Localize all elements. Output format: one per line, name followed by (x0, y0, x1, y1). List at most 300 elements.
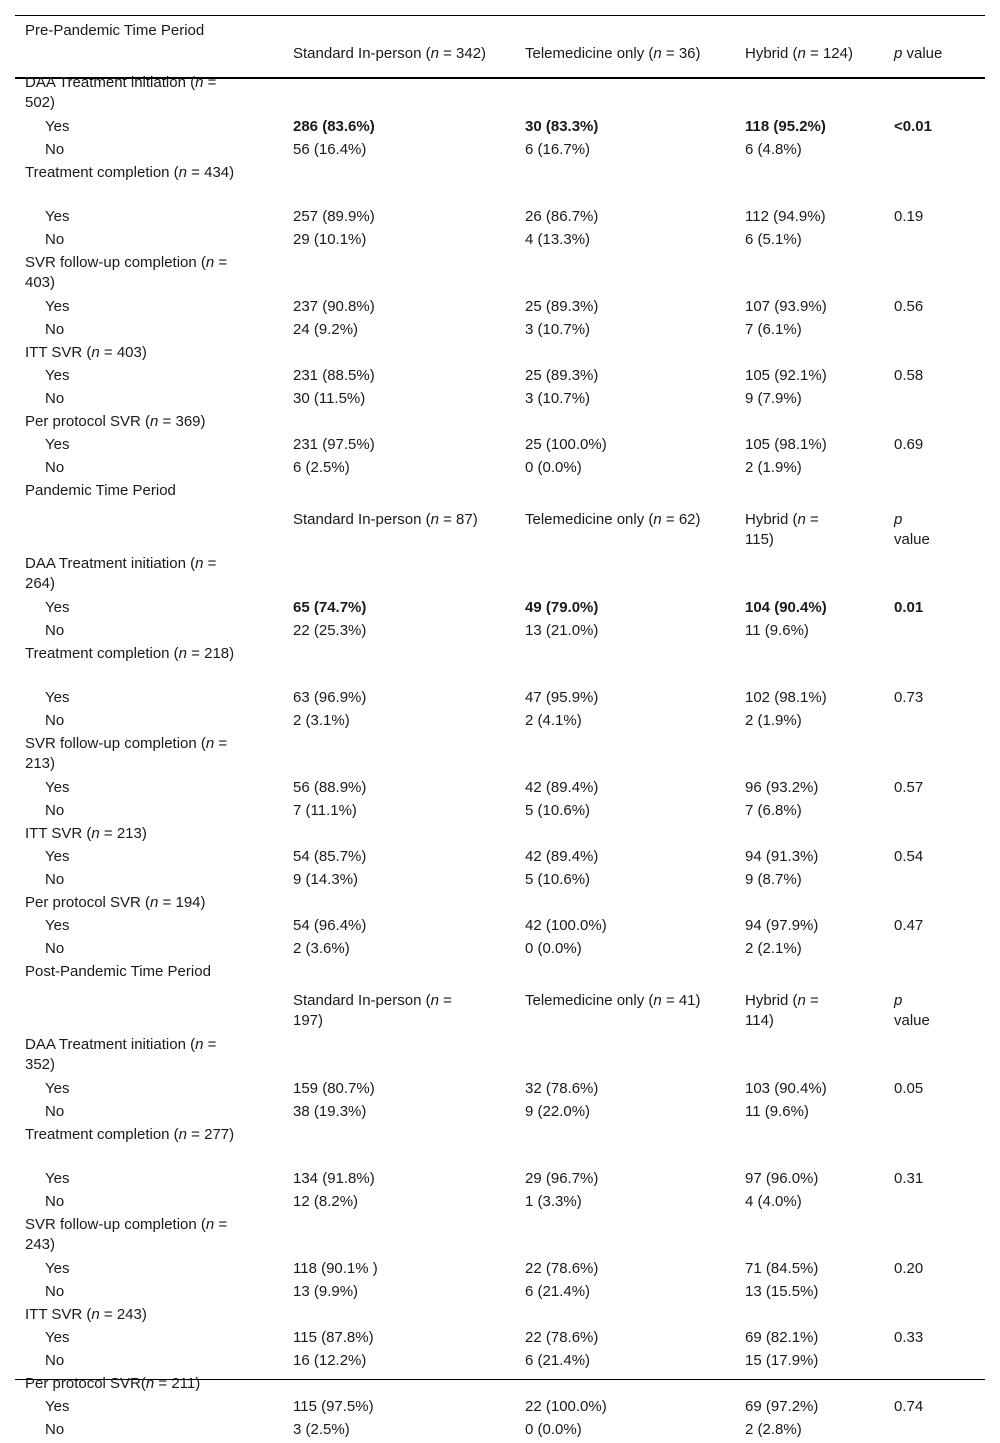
col-hybrid-n-value: = 114) (745, 992, 819, 1029)
cell-value: 56 (16.4%) (293, 141, 367, 158)
cell-standard (283, 389, 515, 412)
row-label-no-text: No (45, 802, 65, 819)
cell-hybrid (735, 1420, 884, 1443)
measure-row (15, 1125, 985, 1169)
cell-telemedicine (515, 117, 735, 140)
measure-n-symbol: n (91, 344, 100, 361)
cell-p-value (884, 711, 985, 734)
row-label-no (15, 711, 283, 734)
cell-value: 26 (86.7%) (525, 208, 599, 225)
table-row-yes (15, 598, 985, 621)
measure-n-symbol: n (178, 1126, 188, 1143)
cell-value: 56 (88.9%) (293, 779, 367, 796)
cell-value: 11 (9.6%) (745, 622, 809, 639)
cell-standard (283, 1351, 515, 1374)
measure-label (15, 644, 985, 688)
measure-label: SVR follow-up completion ( (25, 254, 206, 271)
cell-value: 30 (11.5%) (293, 390, 366, 407)
cell-value: 5 (10.6%) (525, 871, 591, 888)
measure-label: ITT SVR ( (25, 825, 92, 842)
cell-value: 9 (7.9%) (745, 390, 802, 407)
cell-p-value (884, 621, 985, 644)
cell-hybrid (735, 1102, 884, 1125)
row-label-no-text: No (45, 940, 65, 957)
table-row-yes (15, 916, 985, 939)
measure-label-text (25, 412, 247, 432)
cell-value: 6 (2.5%) (293, 459, 350, 476)
cell-value: 16 (12.2%) (293, 1352, 367, 1369)
cell-standard (283, 688, 515, 711)
cell-p-value (884, 1259, 985, 1282)
cell-p-value (884, 389, 985, 412)
measure-label-text (25, 734, 247, 774)
measure-n-symbol: n (195, 1036, 204, 1053)
measure-n-value: = 369) (158, 413, 206, 430)
measure-n-value: = 434) (187, 164, 235, 181)
column-header-row (15, 991, 985, 1035)
cell-p-value (884, 207, 985, 230)
col-standard-label: Standard In-person ( (293, 45, 431, 62)
cell-value: 2 (1.9%) (745, 712, 802, 729)
row-label-yes (15, 778, 283, 801)
column-header-row (15, 44, 985, 73)
cell-telemedicine (515, 1102, 735, 1125)
cell-value: 0.01 (894, 599, 924, 616)
cell-value: 6 (16.7%) (525, 141, 591, 158)
measure-n-value: = 211) (154, 1375, 201, 1392)
measure-label (15, 1374, 985, 1397)
cell-hybrid (735, 320, 884, 343)
cell-value: 69 (82.1%) (745, 1329, 819, 1346)
cell-standard (283, 1259, 515, 1282)
measure-label-text (25, 554, 247, 594)
table-row-yes (15, 435, 985, 458)
row-label-no (15, 1282, 283, 1305)
period-title-row (15, 481, 985, 510)
measure-label (15, 73, 985, 117)
cell-standard (283, 458, 515, 481)
cell-hybrid (735, 1169, 884, 1192)
cell-value: 237 (90.8%) (293, 298, 375, 315)
table-row-yes (15, 297, 985, 320)
measure-row (15, 1374, 985, 1397)
results-table (15, 15, 985, 1443)
cell-telemedicine (515, 621, 735, 644)
col-header-telemedicine (515, 991, 735, 1035)
measure-label-text (25, 73, 247, 113)
cell-value: 54 (85.7%) (293, 848, 367, 865)
period-title (15, 15, 985, 44)
cell-standard (283, 801, 515, 824)
col-standard-n-symbol: n (430, 992, 439, 1009)
measure-n-value: = 403) (99, 344, 147, 361)
cell-value: 115 (97.5%) (293, 1398, 374, 1415)
cell-standard (283, 939, 515, 962)
measure-row (15, 644, 985, 688)
table-row-no (15, 1192, 985, 1215)
cell-value: 25 (100.0%) (525, 436, 607, 453)
table-row-no (15, 1102, 985, 1125)
cell-telemedicine (515, 320, 735, 343)
measure-n-value: = 213) (99, 825, 147, 842)
row-label-no (15, 1192, 283, 1215)
cell-standard (283, 297, 515, 320)
cell-p-value (884, 366, 985, 389)
cell-value: 9 (14.3%) (293, 871, 359, 888)
measure-n-value: = 502) (25, 74, 217, 111)
cell-p-value (884, 1282, 985, 1305)
row-label-yes (15, 916, 283, 939)
cell-telemedicine (515, 1259, 735, 1282)
measure-label: SVR follow-up completion ( (25, 1216, 206, 1233)
cell-value: 9 (8.7%) (745, 871, 802, 888)
col-hybrid-label: Hybrid ( (745, 45, 798, 62)
row-label-yes-text: Yes (45, 1260, 70, 1277)
cell-p-value (884, 939, 985, 962)
measure-row (15, 163, 985, 207)
col-header-standard (283, 991, 515, 1035)
cell-telemedicine (515, 688, 735, 711)
cell-value: 22 (100.0%) (525, 1398, 607, 1415)
cell-value: 25 (89.3%) (525, 367, 599, 384)
row-label-yes (15, 435, 283, 458)
table-row-no (15, 389, 985, 412)
cell-value: 11 (9.6%) (745, 1103, 809, 1120)
measure-label (15, 1035, 985, 1079)
cell-telemedicine (515, 778, 735, 801)
cell-telemedicine (515, 1079, 735, 1102)
cell-telemedicine (515, 207, 735, 230)
measure-label (15, 554, 985, 598)
measure-label (15, 893, 985, 916)
cell-hybrid (735, 1259, 884, 1282)
cell-value: 29 (10.1%) (293, 231, 367, 248)
measure-n-value: = 194) (158, 894, 206, 911)
cell-telemedicine (515, 1328, 735, 1351)
cell-value: 15 (17.9%) (745, 1352, 819, 1369)
cell-value: 0 (0.0%) (525, 459, 582, 476)
row-label-no (15, 1102, 283, 1125)
cell-value: 94 (97.9%) (745, 917, 819, 934)
cell-value: 4 (4.0%) (745, 1193, 802, 1210)
measure-label-text (25, 1215, 247, 1255)
cell-p-value (884, 230, 985, 253)
measure-label: Treatment completion ( (25, 645, 179, 662)
results-table-body (15, 15, 985, 1443)
table-row-yes (15, 117, 985, 140)
cell-value: 118 (95.2%) (745, 118, 826, 135)
cell-value: 112 (94.9%) (745, 208, 826, 225)
cell-hybrid (735, 389, 884, 412)
cell-hybrid (735, 366, 884, 389)
cell-p-value (884, 870, 985, 893)
cell-telemedicine (515, 366, 735, 389)
cell-standard (283, 1192, 515, 1215)
measure-label-text (25, 893, 247, 913)
cell-value: 42 (89.4%) (525, 848, 599, 865)
cell-telemedicine (515, 1351, 735, 1374)
cell-value: 47 (95.9%) (525, 689, 599, 706)
col-telemedicine-label: Telemedicine only ( (525, 992, 654, 1009)
table-row-no (15, 801, 985, 824)
table-row-no (15, 1420, 985, 1443)
cell-value: 105 (92.1%) (745, 367, 827, 384)
col-standard-label: Standard In-person ( (293, 992, 431, 1009)
measure-label (15, 163, 985, 207)
col-standard-label: Standard In-person ( (293, 511, 431, 528)
row-label-no-text: No (45, 321, 65, 338)
row-label-yes-text: Yes (45, 779, 70, 796)
cell-telemedicine (515, 801, 735, 824)
p-symbol: p (894, 45, 903, 62)
measure-n-symbol: n (195, 74, 204, 91)
cell-hybrid (735, 598, 884, 621)
row-label-yes (15, 297, 283, 320)
cell-value: 2 (4.1%) (525, 712, 582, 729)
cell-hybrid (735, 1079, 884, 1102)
table-row-yes (15, 1259, 985, 1282)
cell-value: 107 (93.9%) (745, 298, 827, 315)
cell-hybrid (735, 688, 884, 711)
row-label-no-text: No (45, 141, 65, 158)
measure-label: DAA Treatment initiation ( (25, 1036, 196, 1053)
measure-label-text (25, 1125, 247, 1145)
row-label-no-text: No (45, 622, 65, 639)
cell-p-value (884, 1169, 985, 1192)
col-header-hybrid (735, 991, 884, 1035)
measure-label (15, 1215, 985, 1259)
row-label-no (15, 870, 283, 893)
cell-hybrid (735, 939, 884, 962)
measure-label (15, 824, 985, 847)
row-label-yes (15, 847, 283, 870)
measure-n-symbol: n (195, 555, 204, 572)
row-label-yes-text: Yes (45, 689, 70, 706)
cell-standard (283, 711, 515, 734)
measure-label: Per protocol SVR ( (25, 413, 151, 430)
cell-hybrid (735, 778, 884, 801)
table-row-yes (15, 778, 985, 801)
row-label-yes-text: Yes (45, 1080, 70, 1097)
row-label-yes (15, 598, 283, 621)
measure-label-text (25, 824, 247, 844)
row-label-yes-text: Yes (45, 599, 70, 616)
measure-row (15, 824, 985, 847)
cell-standard (283, 1169, 515, 1192)
col-header-standard (283, 510, 515, 554)
cell-hybrid (735, 140, 884, 163)
cell-value: 159 (80.7%) (293, 1080, 375, 1097)
col-hybrid-label: Hybrid ( (745, 511, 798, 528)
cell-telemedicine (515, 1282, 735, 1305)
cell-standard (283, 916, 515, 939)
period-title-text: Post-Pandemic Time Period (25, 963, 211, 980)
row-label-yes (15, 366, 283, 389)
row-label-no (15, 1351, 283, 1374)
cell-p-value (884, 1351, 985, 1374)
measure-row (15, 734, 985, 778)
measure-row (15, 412, 985, 435)
cell-value: 32 (78.6%) (525, 1080, 599, 1097)
measure-n-symbol: n (150, 894, 159, 911)
period-title-text: Pandemic Time Period (25, 482, 176, 499)
row-label-no-text: No (45, 1352, 65, 1369)
measure-label (15, 1305, 985, 1328)
cell-p-value (884, 117, 985, 140)
measure-label-text (25, 253, 247, 293)
row-label-no-text: No (45, 459, 65, 476)
col-standard-n-value: = 87) (438, 511, 478, 528)
cell-telemedicine (515, 435, 735, 458)
cell-value: 24 (9.2%) (293, 321, 359, 338)
cell-value: 231 (88.5%) (293, 367, 375, 384)
col-header-p-value (884, 991, 985, 1035)
cell-value: 0.58 (894, 367, 924, 384)
cell-telemedicine (515, 1420, 735, 1443)
cell-value: 30 (83.3%) (525, 118, 599, 135)
measure-row (15, 253, 985, 297)
cell-value: 286 (83.6%) (293, 118, 375, 135)
table-row-yes (15, 847, 985, 870)
cell-standard (283, 435, 515, 458)
measure-n-value: = 277) (187, 1126, 235, 1143)
measure-row (15, 893, 985, 916)
cell-standard (283, 320, 515, 343)
measure-label-text (25, 1305, 247, 1325)
measure-row (15, 554, 985, 598)
measure-n-symbol: n (205, 254, 215, 271)
row-label-no (15, 939, 283, 962)
cell-p-value (884, 598, 985, 621)
measure-label-text (25, 343, 247, 363)
cell-value: 25 (89.3%) (525, 298, 599, 315)
measure-n-symbol: n (178, 645, 188, 662)
cell-telemedicine (515, 230, 735, 253)
cell-value: 1 (3.3%) (525, 1193, 582, 1210)
row-label-yes (15, 207, 283, 230)
cell-p-value (884, 140, 985, 163)
cell-value: 22 (25.3%) (293, 622, 367, 639)
cell-value: 2 (3.1%) (293, 712, 350, 729)
cell-value: 12 (8.2%) (293, 1193, 359, 1210)
cell-telemedicine (515, 140, 735, 163)
table-row-no (15, 458, 985, 481)
col-telemedicine-n-value: = 36) (661, 45, 701, 62)
measure-label: DAA Treatment initiation ( (25, 555, 196, 572)
cell-standard (283, 847, 515, 870)
cell-value: 6 (21.4%) (525, 1352, 591, 1369)
cell-telemedicine (515, 458, 735, 481)
measure-label: Treatment completion ( (25, 1126, 179, 1143)
cell-p-value (884, 1192, 985, 1215)
period-title-row (15, 15, 985, 44)
cell-value: 49 (79.0%) (525, 599, 599, 616)
row-label-no-text: No (45, 1103, 65, 1120)
cell-value: 38 (19.3%) (293, 1103, 367, 1120)
cell-value: 0.19 (894, 208, 924, 225)
cell-hybrid (735, 458, 884, 481)
table-row-no (15, 140, 985, 163)
measure-label: Per protocol SVR ( (25, 894, 151, 911)
measure-row (15, 343, 985, 366)
measure-n-symbol: n (178, 164, 188, 181)
row-label-yes (15, 1328, 283, 1351)
measure-n-value: = 243) (99, 1306, 147, 1323)
period-title (15, 962, 985, 991)
cell-value: 13 (21.0%) (525, 622, 599, 639)
cell-value: 13 (9.9%) (293, 1283, 359, 1300)
cell-p-value (884, 1397, 985, 1420)
cell-telemedicine (515, 389, 735, 412)
cell-hybrid (735, 801, 884, 824)
cell-value: 65 (74.7%) (293, 599, 367, 616)
col-telemedicine-label: Telemedicine only ( (525, 511, 654, 528)
cell-hybrid (735, 297, 884, 320)
cell-value: 29 (96.7%) (525, 1170, 599, 1187)
measure-n-value: = 352) (25, 1036, 217, 1073)
col-header-p-value (884, 44, 985, 73)
measure-label: Treatment completion ( (25, 164, 179, 181)
cell-value: 257 (89.9%) (293, 208, 375, 225)
col-standard-n-symbol: n (430, 511, 439, 528)
table-row-yes (15, 1079, 985, 1102)
col-hybrid-n-value: = 115) (745, 511, 819, 548)
col-telemedicine-n-symbol: n (653, 992, 662, 1009)
cell-telemedicine (515, 939, 735, 962)
measure-label-text (25, 644, 247, 664)
measure-label-text (25, 1374, 247, 1394)
measure-n-symbol: n (205, 735, 215, 752)
measure-label-text (25, 1035, 247, 1075)
cell-value: 69 (97.2%) (745, 1398, 819, 1415)
measure-label (15, 734, 985, 778)
col-header-p-value (884, 510, 985, 554)
row-label-yes (15, 1397, 283, 1420)
row-label-yes-text: Yes (45, 436, 70, 453)
col-hybrid-n-symbol: n (797, 511, 806, 528)
p-value-label: value (894, 531, 930, 548)
cell-standard (283, 778, 515, 801)
row-label-yes-text: Yes (45, 298, 70, 315)
row-label-yes (15, 1169, 283, 1192)
measure-label: Per protocol SVR( (25, 1375, 146, 1392)
cell-hybrid (735, 870, 884, 893)
col-telemedicine-n-value: = 41) (661, 992, 701, 1009)
measure-n-value: = 403) (25, 254, 228, 291)
row-label-no (15, 621, 283, 644)
row-label-yes (15, 1259, 283, 1282)
cell-p-value (884, 320, 985, 343)
measure-row (15, 73, 985, 117)
row-label-no-text: No (45, 871, 65, 888)
col-header-hybrid (735, 510, 884, 554)
table-row-no (15, 230, 985, 253)
cell-p-value (884, 1420, 985, 1443)
table-row-yes (15, 207, 985, 230)
cell-value: 97 (96.0%) (745, 1170, 819, 1187)
row-label-no (15, 389, 283, 412)
cell-telemedicine (515, 598, 735, 621)
row-label-yes-text: Yes (45, 917, 70, 934)
measure-label (15, 1125, 985, 1169)
table-row-yes (15, 1397, 985, 1420)
col-standard-n-value: = 342) (438, 45, 487, 62)
cell-standard (283, 1102, 515, 1125)
row-label-no (15, 1420, 283, 1443)
cell-standard (283, 870, 515, 893)
cell-value: 0.05 (894, 1080, 924, 1097)
row-label-no-text: No (45, 712, 65, 729)
